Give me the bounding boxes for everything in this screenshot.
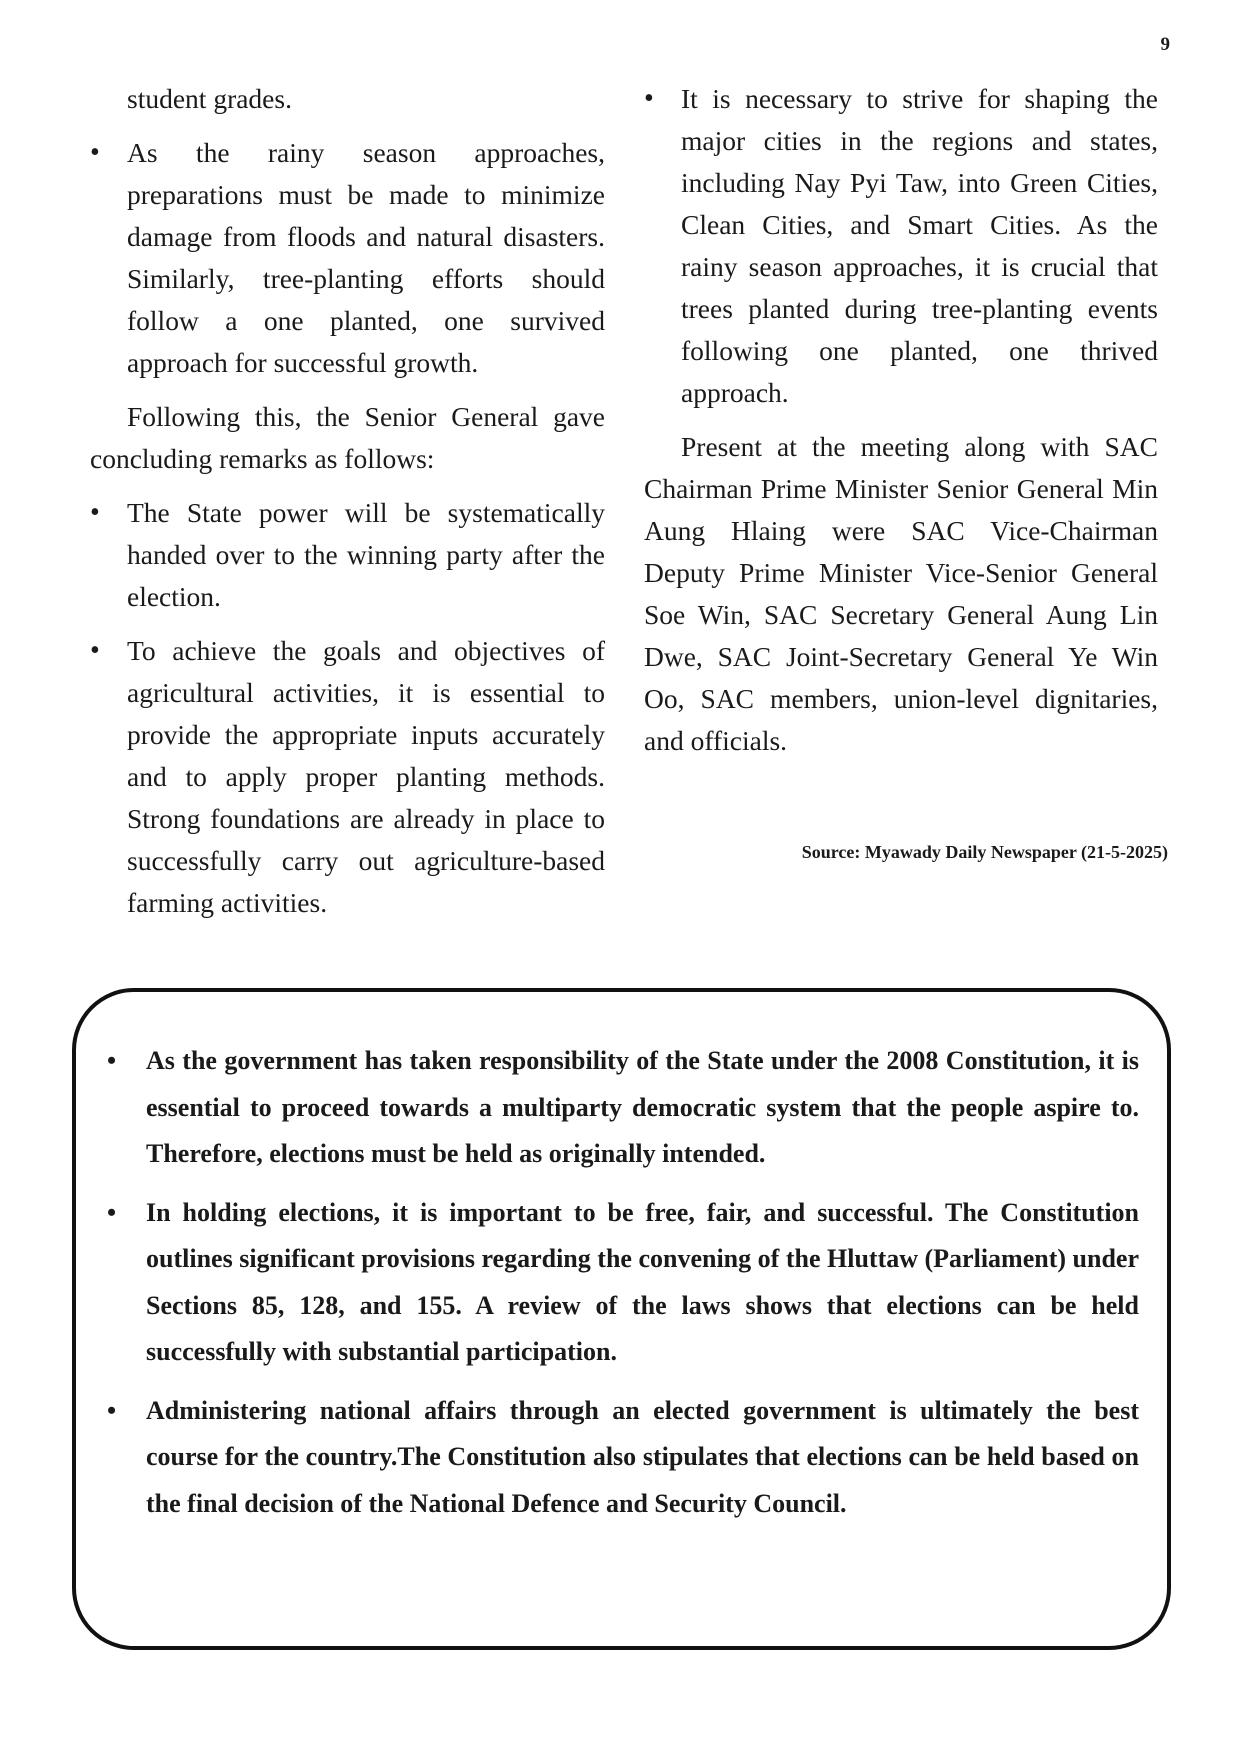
callout-bullet-list	[107, 1038, 1139, 1539]
bullet-item: • The State power will be systematically handed over to the winning party after the election.	[90, 492, 605, 618]
continuation-text: student grades.	[127, 83, 292, 114]
source-citation: Source: Myawady Daily Newspaper (21-5-2025)	[801, 842, 1168, 862]
callout-bullet-item: • In holding elections, it is important to be free, fair, and successful. The Constitution outlines significant provisions regarding the convening of the Hluttaw (Parliament) under Sections 85, 128, and 155. A review of the laws shows that elections can be held successfully with substantial participation.	[107, 1190, 1139, 1376]
bullet-list	[90, 492, 605, 924]
paragraph: Present at the meeting along with SAC Chairman Prime Minister Senior General Min Aung Hlaing were SAC Vice-Chairman Deputy Prime Minister Vice-Senior General Soe Win, SAC Secretary General Aung Lin Dwe, SAC Joint-Secretary General Ye Win Oo, SAC members, union-level dignitaries, and officials.	[644, 431, 1158, 756]
bullet-item: • It is necessary to strive for shaping the major cities in the regions and states, including Nay Pyi Taw, into Green Cities, Clean Cities, and Smart Cities. As the rainy season approaches, it is crucial that trees planted during tree-planting events following one planted, one thrived approach.	[644, 78, 1158, 414]
bullet-list	[644, 78, 1158, 414]
callout-box	[72, 988, 1171, 1650]
callout-bullet-item: • As the government has taken responsibility of the State under the 2008 Constitution, it is essential to proceed towards a multiparty democratic system that the people aspire to. Therefore, elections must be held as originally intended.	[107, 1038, 1139, 1178]
bullet-list	[90, 132, 605, 384]
right-column	[644, 78, 1158, 774]
left-column	[90, 78, 605, 936]
page-number: 9	[1160, 34, 1170, 55]
bullet-item: • To achieve the goals and objectives of agricultural activities, it is essential to provide the appropriate inputs accurately and to apply proper planting methods. Strong foundations are already in place to successfully carry out agriculture-based farming activities.	[90, 630, 605, 924]
bullet-item: • As the rainy season approaches, preparations must be made to minimize damage from floods and natural disasters. Similarly, tree-planting efforts should follow a one planted, one survived approach for successful growth.	[90, 132, 605, 384]
callout-bullet-item: • Administering national affairs through an elected government is ultimately the best course for the country.The Constitution also stipulates that elections can be held based on the final decision of the National Defence and Security Council.	[107, 1388, 1139, 1528]
paragraph: Following this, the Senior General gave concluding remarks as follows:	[90, 401, 605, 474]
